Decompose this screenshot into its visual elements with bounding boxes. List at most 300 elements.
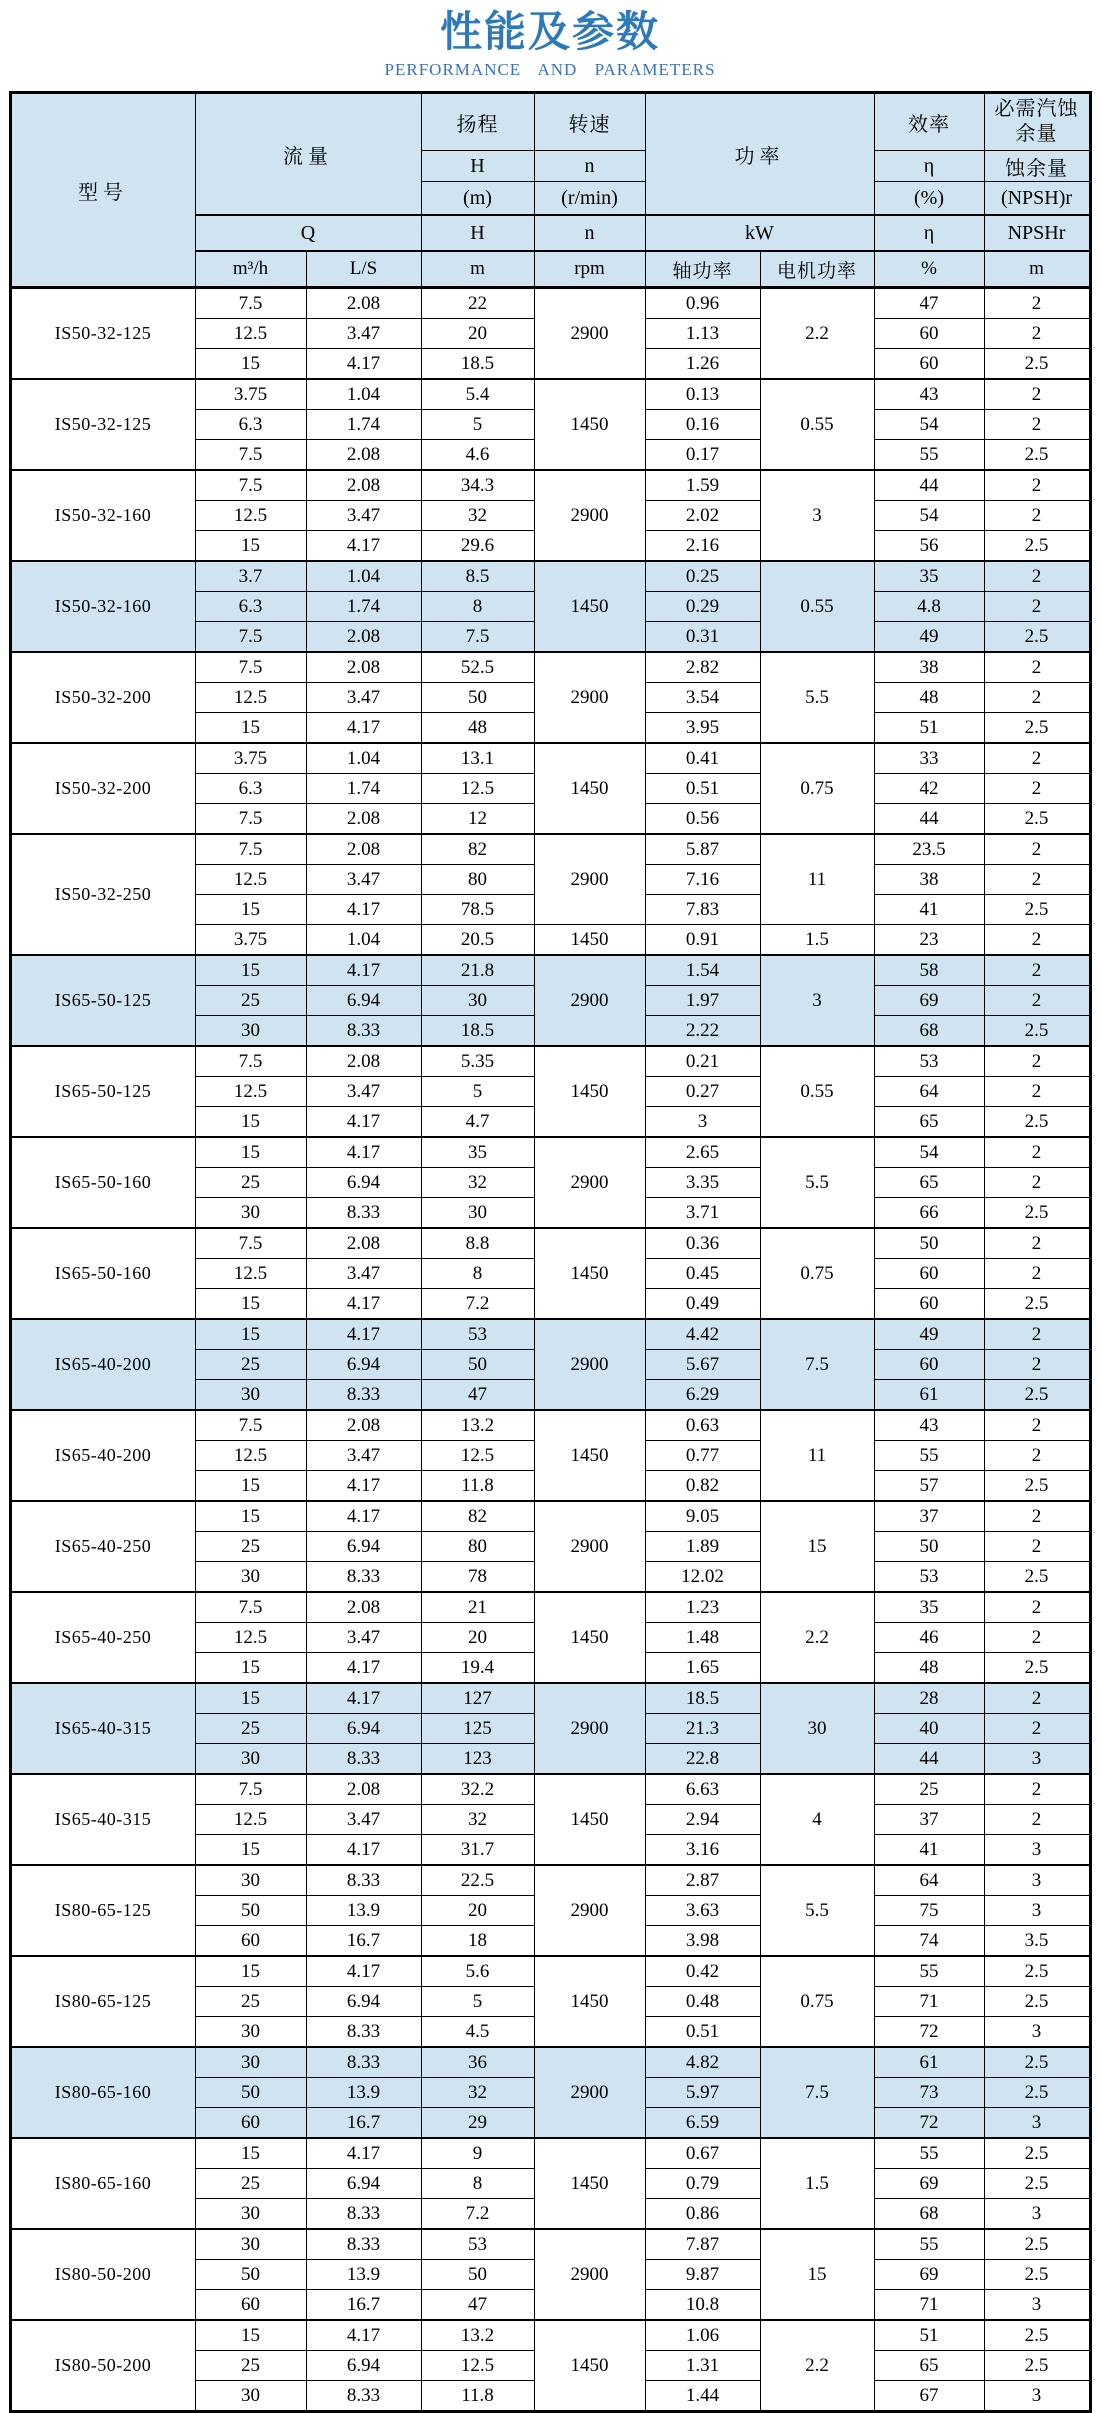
cell-flow-m3h: 15 bbox=[195, 1289, 306, 1320]
cell-flow-ls: 2.08 bbox=[306, 288, 421, 319]
cell-flow-ls: 1.74 bbox=[306, 774, 421, 804]
cell-speed-rpm: 1450 bbox=[534, 2320, 645, 2412]
cell-npsh: 2 bbox=[984, 1501, 1090, 1532]
cell-motor-power: 5.5 bbox=[760, 1865, 874, 1956]
cell-shaft-power: 6.29 bbox=[645, 1380, 760, 1411]
cell-flow-m3h: 12.5 bbox=[195, 1805, 306, 1835]
header-head-symbol2: H bbox=[421, 215, 534, 251]
cell-efficiency: 41 bbox=[874, 895, 984, 925]
cell-flow-ls: 1.74 bbox=[306, 592, 421, 622]
cell-shaft-power: 4.42 bbox=[645, 1319, 760, 1350]
cell-shaft-power: 1.06 bbox=[645, 2320, 760, 2351]
cell-npsh: 2 bbox=[984, 1623, 1090, 1653]
cell-npsh: 2.5 bbox=[984, 1987, 1090, 2017]
cell-shaft-power: 0.36 bbox=[645, 1228, 760, 1259]
cell-speed-rpm: 1450 bbox=[534, 925, 645, 956]
cell-npsh: 2.5 bbox=[984, 1956, 1090, 1987]
cell-flow-ls: 8.33 bbox=[306, 2229, 421, 2260]
cell-flow-ls: 2.08 bbox=[306, 652, 421, 683]
cell-shaft-power: 1.97 bbox=[645, 986, 760, 1016]
cell-head-m: 22 bbox=[421, 288, 534, 319]
cell-efficiency: 57 bbox=[874, 1471, 984, 1502]
cell-shaft-power: 0.29 bbox=[645, 592, 760, 622]
model-block bbox=[10, 1319, 1090, 1410]
cell-flow-ls: 3.47 bbox=[306, 1805, 421, 1835]
cell-npsh: 3 bbox=[984, 2381, 1090, 2412]
model-block bbox=[10, 955, 1090, 1046]
cell-flow-m3h: 7.5 bbox=[195, 1046, 306, 1077]
cell-speed-rpm: 2900 bbox=[534, 955, 645, 1046]
cell-flow-m3h: 15 bbox=[195, 1501, 306, 1532]
cell-efficiency: 69 bbox=[874, 2260, 984, 2290]
cell-head-m: 12.5 bbox=[421, 774, 534, 804]
cell-npsh: 2 bbox=[984, 986, 1090, 1016]
cell-flow-m3h: 15 bbox=[195, 349, 306, 380]
cell-flow-m3h: 15 bbox=[195, 1835, 306, 1866]
cell-flow-ls: 8.33 bbox=[306, 1380, 421, 1411]
cell-shaft-power: 1.13 bbox=[645, 319, 760, 349]
cell-npsh: 2 bbox=[984, 1228, 1090, 1259]
cell-efficiency: 4.8 bbox=[874, 592, 984, 622]
cell-flow-ls: 4.17 bbox=[306, 531, 421, 562]
cell-efficiency: 74 bbox=[874, 1926, 984, 1957]
cell-shaft-power: 0.91 bbox=[645, 925, 760, 956]
cell-shaft-power: 0.13 bbox=[645, 379, 760, 410]
cell-head-m: 19.4 bbox=[421, 1653, 534, 1684]
cell-motor-power: 0.75 bbox=[760, 1228, 874, 1319]
header-head: 扬程 bbox=[421, 93, 534, 151]
cell-efficiency: 71 bbox=[874, 2290, 984, 2321]
cell-flow-m3h: 30 bbox=[195, 1744, 306, 1775]
cell-model: IS80-65-160 bbox=[10, 2047, 195, 2138]
cell-efficiency: 72 bbox=[874, 2108, 984, 2139]
cell-motor-power: 1.5 bbox=[760, 2138, 874, 2229]
cell-head-m: 18.5 bbox=[421, 1016, 534, 1047]
cell-flow-m3h: 25 bbox=[195, 1532, 306, 1562]
cell-npsh: 2 bbox=[984, 1592, 1090, 1623]
cell-model: IS65-50-125 bbox=[10, 955, 195, 1046]
cell-npsh: 2.5 bbox=[984, 2351, 1090, 2381]
cell-shaft-power: 0.82 bbox=[645, 1471, 760, 1502]
cell-flow-ls: 8.33 bbox=[306, 1562, 421, 1593]
cell-flow-ls: 4.17 bbox=[306, 349, 421, 380]
cell-speed-rpm: 2900 bbox=[534, 288, 645, 380]
cell-flow-m3h: 12.5 bbox=[195, 865, 306, 895]
cell-efficiency: 60 bbox=[874, 1350, 984, 1380]
cell-shaft-power: 0.16 bbox=[645, 410, 760, 440]
cell-flow-m3h: 15 bbox=[195, 1653, 306, 1684]
cell-npsh: 2 bbox=[984, 774, 1090, 804]
cell-efficiency: 54 bbox=[874, 410, 984, 440]
cell-speed-rpm: 1450 bbox=[534, 1774, 645, 1865]
cell-npsh: 2.5 bbox=[984, 440, 1090, 471]
cell-motor-power: 0.75 bbox=[760, 743, 874, 834]
cell-npsh: 2 bbox=[984, 501, 1090, 531]
cell-shaft-power: 3.54 bbox=[645, 683, 760, 713]
cell-flow-m3h: 15 bbox=[195, 1956, 306, 1987]
cell-head-m: 125 bbox=[421, 1714, 534, 1744]
cell-flow-m3h: 12.5 bbox=[195, 1259, 306, 1289]
cell-flow-m3h: 15 bbox=[195, 1137, 306, 1168]
cell-flow-ls: 4.17 bbox=[306, 1501, 421, 1532]
cell-flow-ls: 3.47 bbox=[306, 1623, 421, 1653]
cell-flow-ls: 4.17 bbox=[306, 1107, 421, 1138]
cell-flow-ls: 13.9 bbox=[306, 2078, 421, 2108]
cell-efficiency: 71 bbox=[874, 1987, 984, 2017]
cell-flow-ls: 6.94 bbox=[306, 1987, 421, 2017]
cell-shaft-power: 5.67 bbox=[645, 1350, 760, 1380]
cell-flow-ls: 3.47 bbox=[306, 1077, 421, 1107]
cell-flow-m3h: 12.5 bbox=[195, 1077, 306, 1107]
cell-flow-ls: 4.17 bbox=[306, 1289, 421, 1320]
cell-flow-m3h: 30 bbox=[195, 2229, 306, 2260]
cell-npsh: 2.5 bbox=[984, 2320, 1090, 2351]
cell-head-m: 21 bbox=[421, 1592, 534, 1623]
cell-npsh: 2 bbox=[984, 592, 1090, 622]
cell-shaft-power: 22.8 bbox=[645, 1744, 760, 1775]
cell-flow-m3h: 7.5 bbox=[195, 440, 306, 471]
data-row bbox=[10, 1137, 1090, 1168]
cell-flow-m3h: 3.75 bbox=[195, 379, 306, 410]
header-power-unit: kW bbox=[645, 215, 874, 251]
cell-efficiency: 48 bbox=[874, 683, 984, 713]
cell-head-m: 11.8 bbox=[421, 2381, 534, 2412]
cell-flow-ls: 16.7 bbox=[306, 2108, 421, 2139]
cell-efficiency: 23.5 bbox=[874, 834, 984, 865]
cell-flow-ls: 2.08 bbox=[306, 834, 421, 865]
cell-shaft-power: 0.21 bbox=[645, 1046, 760, 1077]
cell-head-m: 52.5 bbox=[421, 652, 534, 683]
cell-motor-power: 15 bbox=[760, 2229, 874, 2320]
header-power: 功率 bbox=[645, 93, 874, 216]
cell-motor-power: 7.5 bbox=[760, 1319, 874, 1410]
data-row bbox=[10, 2047, 1090, 2078]
cell-speed-rpm: 1450 bbox=[534, 1410, 645, 1501]
cell-npsh: 2.5 bbox=[984, 2047, 1090, 2078]
cell-shaft-power: 0.49 bbox=[645, 1289, 760, 1320]
cell-flow-ls: 4.17 bbox=[306, 2138, 421, 2169]
cell-efficiency: 42 bbox=[874, 774, 984, 804]
cell-flow-m3h: 15 bbox=[195, 1107, 306, 1138]
cell-speed-rpm: 2900 bbox=[534, 2229, 645, 2320]
cell-efficiency: 56 bbox=[874, 531, 984, 562]
cell-head-m: 36 bbox=[421, 2047, 534, 2078]
cell-flow-m3h: 30 bbox=[195, 1016, 306, 1047]
data-row bbox=[10, 743, 1090, 774]
cell-flow-ls: 13.9 bbox=[306, 1896, 421, 1926]
cell-efficiency: 35 bbox=[874, 561, 984, 592]
cell-flow-ls: 1.04 bbox=[306, 561, 421, 592]
cell-shaft-power: 2.65 bbox=[645, 1137, 760, 1168]
cell-flow-m3h: 15 bbox=[195, 713, 306, 744]
cell-shaft-power: 9.87 bbox=[645, 2260, 760, 2290]
cell-head-m: 5.4 bbox=[421, 379, 534, 410]
data-row bbox=[10, 1501, 1090, 1532]
cell-npsh: 3 bbox=[984, 2199, 1090, 2230]
cell-flow-m3h: 50 bbox=[195, 2260, 306, 2290]
cell-model: IS80-65-125 bbox=[10, 1865, 195, 1956]
cell-head-m: 12.5 bbox=[421, 2351, 534, 2381]
cell-npsh: 2 bbox=[984, 410, 1090, 440]
cell-flow-ls: 1.74 bbox=[306, 410, 421, 440]
data-row bbox=[10, 2320, 1090, 2351]
cell-model: IS65-40-250 bbox=[10, 1592, 195, 1683]
cell-speed-rpm: 1450 bbox=[534, 561, 645, 652]
cell-flow-ls: 3.47 bbox=[306, 865, 421, 895]
cell-head-m: 5 bbox=[421, 1077, 534, 1107]
cell-npsh: 2 bbox=[984, 288, 1090, 319]
cell-shaft-power: 1.48 bbox=[645, 1623, 760, 1653]
cell-efficiency: 55 bbox=[874, 2229, 984, 2260]
cell-npsh: 2 bbox=[984, 470, 1090, 501]
cell-model: IS65-40-315 bbox=[10, 1683, 195, 1774]
cell-head-m: 21.8 bbox=[421, 955, 534, 986]
cell-flow-ls: 2.08 bbox=[306, 1592, 421, 1623]
cell-flow-m3h: 30 bbox=[195, 2381, 306, 2412]
cell-speed-rpm: 1450 bbox=[534, 2138, 645, 2229]
cell-shaft-power: 21.3 bbox=[645, 1714, 760, 1744]
header-speed: 转速 bbox=[534, 93, 645, 151]
cell-flow-ls: 8.33 bbox=[306, 1198, 421, 1229]
header-flow: 流量 bbox=[195, 93, 421, 216]
cell-motor-power: 2.2 bbox=[760, 288, 874, 380]
cell-npsh: 2 bbox=[984, 955, 1090, 986]
cell-flow-m3h: 30 bbox=[195, 2017, 306, 2048]
cell-shaft-power: 0.27 bbox=[645, 1077, 760, 1107]
cell-efficiency: 37 bbox=[874, 1501, 984, 1532]
header-head-symbol: H bbox=[421, 151, 534, 182]
cell-head-m: 78 bbox=[421, 1562, 534, 1593]
cell-flow-ls: 3.47 bbox=[306, 1259, 421, 1289]
model-block bbox=[10, 1956, 1090, 2047]
cell-efficiency: 49 bbox=[874, 622, 984, 653]
cell-shaft-power: 2.16 bbox=[645, 531, 760, 562]
cell-model: IS80-50-200 bbox=[10, 2229, 195, 2320]
cell-flow-m3h: 7.5 bbox=[195, 834, 306, 865]
cell-flow-m3h: 7.5 bbox=[195, 288, 306, 319]
cell-npsh: 2.5 bbox=[984, 1653, 1090, 1684]
cell-motor-power: 30 bbox=[760, 1683, 874, 1774]
cell-head-m: 5.35 bbox=[421, 1046, 534, 1077]
cell-shaft-power: 3.35 bbox=[645, 1168, 760, 1198]
cell-model: IS50-32-125 bbox=[10, 379, 195, 470]
header-npsh-unit-m: m bbox=[984, 251, 1090, 288]
cell-efficiency: 23 bbox=[874, 925, 984, 956]
cell-shaft-power: 0.67 bbox=[645, 2138, 760, 2169]
cell-model: IS80-65-125 bbox=[10, 1956, 195, 2047]
cell-flow-m3h: 15 bbox=[195, 1683, 306, 1714]
cell-npsh: 2 bbox=[984, 1805, 1090, 1835]
cell-shaft-power: 6.59 bbox=[645, 2108, 760, 2139]
cell-head-m: 20.5 bbox=[421, 925, 534, 956]
cell-head-m: 20 bbox=[421, 1623, 534, 1653]
cell-flow-ls: 6.94 bbox=[306, 986, 421, 1016]
cell-efficiency: 47 bbox=[874, 288, 984, 319]
cell-flow-m3h: 6.3 bbox=[195, 410, 306, 440]
cell-flow-m3h: 7.5 bbox=[195, 622, 306, 653]
cell-flow-m3h: 12.5 bbox=[195, 1441, 306, 1471]
cell-npsh: 3 bbox=[984, 1835, 1090, 1866]
data-row bbox=[10, 1592, 1090, 1623]
cell-flow-ls: 4.17 bbox=[306, 1653, 421, 1684]
header-row-groups bbox=[10, 93, 1090, 151]
model-block bbox=[10, 1865, 1090, 1956]
cell-flow-m3h: 15 bbox=[195, 531, 306, 562]
cell-flow-m3h: 7.5 bbox=[195, 652, 306, 683]
cell-npsh: 3 bbox=[984, 2290, 1090, 2321]
cell-flow-m3h: 30 bbox=[195, 1198, 306, 1229]
cell-shaft-power: 5.97 bbox=[645, 2078, 760, 2108]
cell-efficiency: 51 bbox=[874, 2320, 984, 2351]
cell-flow-ls: 6.94 bbox=[306, 1532, 421, 1562]
cell-model: IS65-40-250 bbox=[10, 1501, 195, 1592]
cell-efficiency: 51 bbox=[874, 713, 984, 744]
cell-efficiency: 37 bbox=[874, 1805, 984, 1835]
header-npsh: 必需汽蚀余量 bbox=[984, 93, 1090, 151]
cell-model: IS65-40-200 bbox=[10, 1410, 195, 1501]
cell-flow-ls: 6.94 bbox=[306, 1168, 421, 1198]
cell-head-m: 80 bbox=[421, 1532, 534, 1562]
cell-efficiency: 55 bbox=[874, 1441, 984, 1471]
cell-flow-m3h: 50 bbox=[195, 2078, 306, 2108]
cell-head-m: 50 bbox=[421, 683, 534, 713]
cell-shaft-power: 5.87 bbox=[645, 834, 760, 865]
cell-flow-m3h: 12.5 bbox=[195, 1623, 306, 1653]
cell-npsh: 2 bbox=[984, 865, 1090, 895]
cell-shaft-power: 1.89 bbox=[645, 1532, 760, 1562]
cell-efficiency: 54 bbox=[874, 1137, 984, 1168]
cell-shaft-power: 0.48 bbox=[645, 1987, 760, 2017]
model-block bbox=[10, 743, 1090, 834]
cell-speed-rpm: 2900 bbox=[534, 652, 645, 743]
cell-model: IS65-40-315 bbox=[10, 1774, 195, 1865]
cell-flow-ls: 1.04 bbox=[306, 925, 421, 956]
cell-efficiency: 69 bbox=[874, 986, 984, 1016]
cell-flow-m3h: 60 bbox=[195, 2290, 306, 2321]
model-block bbox=[10, 2047, 1090, 2138]
cell-npsh: 2 bbox=[984, 743, 1090, 774]
cell-npsh: 2.5 bbox=[984, 1471, 1090, 1502]
data-row bbox=[10, 1228, 1090, 1259]
cell-flow-ls: 4.17 bbox=[306, 2320, 421, 2351]
cell-flow-ls: 8.33 bbox=[306, 1865, 421, 1896]
cell-flow-ls: 4.17 bbox=[306, 1471, 421, 1502]
cell-flow-ls: 4.17 bbox=[306, 1137, 421, 1168]
cell-flow-m3h: 15 bbox=[195, 895, 306, 925]
cell-flow-ls: 3.47 bbox=[306, 319, 421, 349]
cell-flow-ls: 4.17 bbox=[306, 1683, 421, 1714]
cell-flow-ls: 1.04 bbox=[306, 743, 421, 774]
cell-npsh: 2 bbox=[984, 1168, 1090, 1198]
cell-npsh: 2 bbox=[984, 1319, 1090, 1350]
model-block bbox=[10, 1774, 1090, 1865]
cell-efficiency: 64 bbox=[874, 1865, 984, 1896]
cell-head-m: 8 bbox=[421, 2169, 534, 2199]
cell-head-m: 34.3 bbox=[421, 470, 534, 501]
cell-flow-m3h: 25 bbox=[195, 986, 306, 1016]
cell-flow-m3h: 7.5 bbox=[195, 470, 306, 501]
cell-shaft-power: 1.26 bbox=[645, 349, 760, 380]
cell-npsh: 2.5 bbox=[984, 1562, 1090, 1593]
header-motor-power: 电机功率 bbox=[760, 251, 874, 288]
cell-head-m: 8.8 bbox=[421, 1228, 534, 1259]
cell-flow-ls: 8.33 bbox=[306, 2047, 421, 2078]
cell-head-m: 7.5 bbox=[421, 622, 534, 653]
cell-head-m: 4.6 bbox=[421, 440, 534, 471]
cell-flow-ls: 4.17 bbox=[306, 895, 421, 925]
data-row bbox=[10, 1410, 1090, 1441]
cell-motor-power: 1.5 bbox=[760, 925, 874, 956]
cell-motor-power: 3 bbox=[760, 955, 874, 1046]
header-speed-symbol: n bbox=[534, 151, 645, 182]
cell-efficiency: 60 bbox=[874, 1259, 984, 1289]
cell-head-m: 12 bbox=[421, 804, 534, 835]
data-row bbox=[10, 1683, 1090, 1714]
cell-efficiency: 54 bbox=[874, 501, 984, 531]
cell-motor-power: 11 bbox=[760, 1410, 874, 1501]
data-row bbox=[10, 955, 1090, 986]
cell-flow-m3h: 15 bbox=[195, 2320, 306, 2351]
cell-model: IS50-32-160 bbox=[10, 470, 195, 561]
cell-flow-m3h: 3.75 bbox=[195, 743, 306, 774]
cell-shaft-power: 1.59 bbox=[645, 470, 760, 501]
cell-efficiency: 44 bbox=[874, 1744, 984, 1775]
cell-model: IS50-32-125 bbox=[10, 288, 195, 380]
header-npsh-unit: (NPSH)r bbox=[984, 182, 1090, 216]
cell-efficiency: 61 bbox=[874, 1380, 984, 1411]
cell-head-m: 32 bbox=[421, 2078, 534, 2108]
cell-shaft-power: 3.71 bbox=[645, 1198, 760, 1229]
cell-efficiency: 40 bbox=[874, 1714, 984, 1744]
header-flow-unit-m3h: m³/h bbox=[195, 251, 306, 288]
cell-head-m: 35 bbox=[421, 1137, 534, 1168]
data-row bbox=[10, 288, 1090, 319]
cell-npsh: 3.5 bbox=[984, 1926, 1090, 1957]
cell-npsh: 2 bbox=[984, 1410, 1090, 1441]
cell-head-m: 9 bbox=[421, 2138, 534, 2169]
cell-motor-power: 15 bbox=[760, 1501, 874, 1592]
data-row bbox=[10, 1774, 1090, 1805]
model-block bbox=[10, 288, 1090, 380]
cell-head-m: 29 bbox=[421, 2108, 534, 2139]
cell-speed-rpm: 1450 bbox=[534, 1592, 645, 1683]
cell-head-m: 32 bbox=[421, 501, 534, 531]
cell-npsh: 2.5 bbox=[984, 622, 1090, 653]
cell-head-m: 53 bbox=[421, 2229, 534, 2260]
cell-shaft-power: 2.87 bbox=[645, 1865, 760, 1896]
cell-flow-ls: 2.08 bbox=[306, 1774, 421, 1805]
cell-shaft-power: 0.96 bbox=[645, 288, 760, 319]
cell-model: IS65-50-125 bbox=[10, 1046, 195, 1137]
cell-shaft-power: 1.44 bbox=[645, 2381, 760, 2412]
cell-flow-ls: 8.33 bbox=[306, 1016, 421, 1047]
cell-head-m: 80 bbox=[421, 865, 534, 895]
header-npsh-symbol2: NPSHr bbox=[984, 215, 1090, 251]
cell-npsh: 2.5 bbox=[984, 1198, 1090, 1229]
cell-efficiency: 55 bbox=[874, 2138, 984, 2169]
cell-head-m: 13.2 bbox=[421, 1410, 534, 1441]
header-efficiency: 效率 bbox=[874, 93, 984, 151]
cell-flow-m3h: 15 bbox=[195, 955, 306, 986]
cell-flow-m3h: 30 bbox=[195, 1865, 306, 1896]
cell-head-m: 30 bbox=[421, 1198, 534, 1229]
cell-shaft-power: 0.77 bbox=[645, 1441, 760, 1471]
header-head-unit-m: m bbox=[421, 251, 534, 288]
cell-head-m: 4.5 bbox=[421, 2017, 534, 2048]
cell-flow-m3h: 12.5 bbox=[195, 683, 306, 713]
cell-efficiency: 65 bbox=[874, 1168, 984, 1198]
cell-flow-ls: 16.7 bbox=[306, 1926, 421, 1957]
